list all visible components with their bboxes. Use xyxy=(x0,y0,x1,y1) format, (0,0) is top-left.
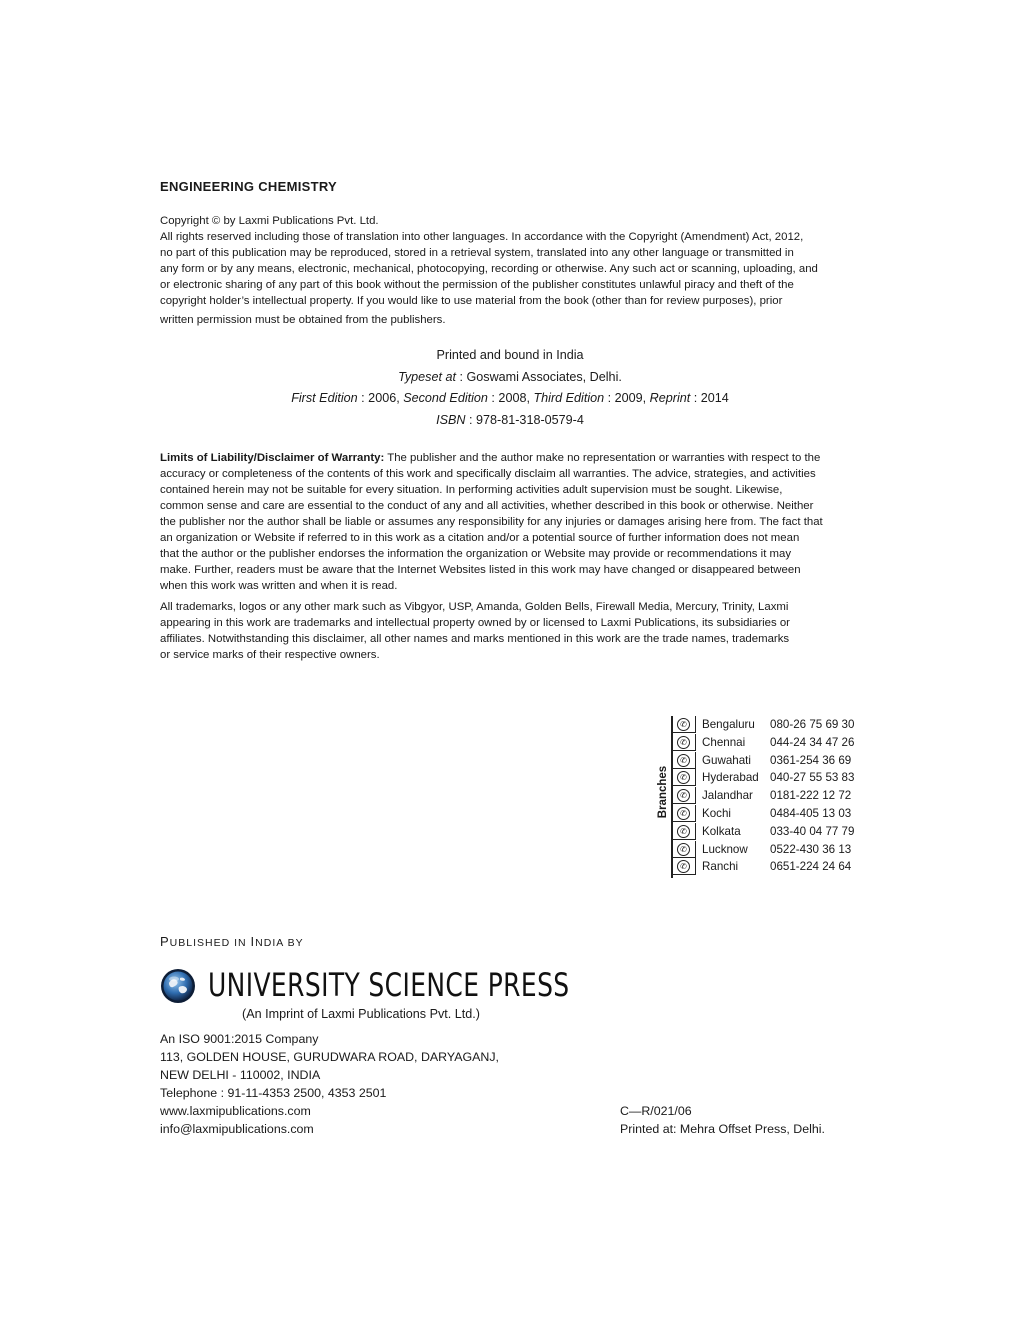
branch-phone: 033-40 04 77 79 xyxy=(770,824,855,838)
disclaimer-line: accuracy or completeness of the contents of this work and specifically disclaim all warranties. The advice, strategies, and activities xyxy=(160,468,816,480)
disclaimer-line: common sense and care are essential to the conduct of any and all activities, whether described in this book or otherwise. Neither xyxy=(160,500,814,512)
phone-icon-box xyxy=(672,841,696,858)
branch-row xyxy=(672,841,872,859)
branch-phone: 0361-254 36 69 xyxy=(770,753,852,767)
phone-icon-box xyxy=(672,769,696,786)
branch-phone: 080-26 75 69 30 xyxy=(770,718,855,731)
india-rest: NDIA BY xyxy=(255,937,304,949)
branches-label: Branches xyxy=(657,765,669,819)
branch-city: Bengaluru xyxy=(702,718,755,731)
first-edition-value: : 2006, xyxy=(357,391,404,405)
trademarks-line: appearing in this work are trademarks and intellectual property owned by or licensed to Laxmi Publications, its subsidiaries or xyxy=(160,617,790,629)
branch-city: Ranchi xyxy=(702,860,739,874)
disclaimer-line: The publisher and the author make no representation or warranties with respect to the xyxy=(384,452,821,464)
disclaimer-line: an organization or Website if referred to in this work as a citation and/or a potential source of further information does not mean xyxy=(160,532,800,544)
published-initial: P xyxy=(160,934,170,949)
branch-row xyxy=(672,787,872,805)
typeset-value: : Goswami Associates, Delhi. xyxy=(455,370,622,384)
disclaimer-line: the publisher nor the author shall be liable or assumes any responsibility for any injuries or damages arising here from. The fact that xyxy=(160,516,823,528)
third-edition-value: : 2009, xyxy=(604,391,650,405)
disclaimer-line: make. Further, readers must be aware that the Internet Websites listed in this work may have changed or disappeared between xyxy=(160,564,801,576)
rights-line: or electronic sharing of any part of this book without the permission of the publisher constitutes unlawful piracy and theft of the xyxy=(160,279,794,291)
phone-icon: ✆ xyxy=(677,860,690,873)
branch-row xyxy=(672,769,872,787)
branch-phone: 0651-224 24 64 xyxy=(770,860,852,874)
disclaimer-line: when this work was written and when it is read. xyxy=(160,580,398,592)
branch-row xyxy=(672,734,872,752)
branch-row xyxy=(672,805,872,823)
branch-row xyxy=(672,858,872,876)
phone-icon-box xyxy=(672,858,696,875)
branch-city: Guwahati xyxy=(702,753,751,767)
phone-icon: ✆ xyxy=(677,718,690,731)
reprint-value: : 2014 xyxy=(690,391,729,405)
printed-at: Printed at: Mehra Offset Press, Delhi. xyxy=(620,1122,825,1136)
branch-phone: 040-27 55 53 83 xyxy=(770,771,855,785)
phone-icon-box xyxy=(672,805,696,822)
phone-icon: ✆ xyxy=(677,843,690,856)
branch-phone: 0181-222 12 72 xyxy=(770,789,852,803)
publisher-address xyxy=(160,1030,499,1138)
branch-city: Chennai xyxy=(702,735,746,749)
email-link[interactable]: info@laxmipublications.com xyxy=(160,1122,314,1136)
phone-icon: ✆ xyxy=(677,789,690,802)
branch-city: Kochi xyxy=(702,807,732,820)
globe-logo-icon xyxy=(160,968,196,1004)
address-line: NEW DELHI - 110002, INDIA xyxy=(160,1068,321,1082)
branch-phone: 0484-405 13 03 xyxy=(770,807,852,820)
typeset-label: Typeset at xyxy=(398,370,456,384)
phone-icon: ✆ xyxy=(677,736,690,749)
phone-icon: ✆ xyxy=(677,825,690,838)
branch-phone: 0522-430 36 13 xyxy=(770,842,852,856)
publisher-imprint: (An Imprint of Laxmi Publications Pvt. Ltd.) xyxy=(242,1007,480,1021)
phone-icon-box xyxy=(672,823,696,840)
globe-logo-svg xyxy=(160,968,196,1004)
second-edition-value: : 2008, xyxy=(487,391,534,405)
first-edition-label: First Edition xyxy=(291,391,358,405)
branch-city: Jalandhar xyxy=(702,789,753,803)
printed-bound-line: Printed and bound in India xyxy=(436,348,584,362)
disclaimer-line: contained herein may not be suitable for every situation. In performing activities adult supervision must be sought. Likewise, xyxy=(160,484,783,496)
disclaimer-line: that the author or the publisher endorses the information the organization or Website may provide or recommendations it may xyxy=(160,548,792,560)
rights-line: any form or by any means, electronic, mechanical, photocopying, recording or otherwise. Any such act or scanning, uploading, and xyxy=(160,263,818,275)
phone-icon-box xyxy=(672,734,696,751)
india-initial: I xyxy=(250,934,256,949)
phone-icon: ✆ xyxy=(677,754,690,767)
branch-row xyxy=(672,752,872,770)
isbn-value: : 978-81-318-0579-4 xyxy=(465,413,584,427)
phone-icon-box xyxy=(672,716,696,733)
branch-row xyxy=(672,823,872,841)
trademarks-line: or service marks of their respective owners. xyxy=(160,649,380,661)
print-code-block xyxy=(620,1102,825,1138)
trademarks-line: All trademarks, logos or any other mark such as Vibgyor, USP, Amanda, Golden Bells, Firewall Media, Mercury, Trinity, Laxmi xyxy=(160,601,789,613)
rights-line: no part of this publication may be reproduced, stored in a retrieval system, translated into any other language or transmitted in xyxy=(160,247,794,259)
trademarks-line: affiliates. Notwithstanding this disclaimer, all other names and marks mentioned in this work are the trade names, trademarks xyxy=(160,633,790,645)
published-rest: UBLISHED IN xyxy=(169,937,251,949)
rights-line: copyright holder’s intellectual property. If you would like to use material from the book (other than for review purposes), prior xyxy=(160,295,783,307)
address-line: 113, GOLDEN HOUSE, GURUDWARA ROAD, DARYAGANJ, xyxy=(160,1050,499,1064)
second-edition-label: Second Edition xyxy=(403,391,488,405)
branches-list xyxy=(656,716,866,878)
copyright-block xyxy=(160,213,860,328)
publisher-name: UNIVERSITY SCIENCE PRESS xyxy=(208,966,570,1004)
branch-row xyxy=(672,716,872,734)
iso-line: An ISO 9001:2015 Company xyxy=(160,1032,319,1046)
website-link[interactable]: www.laxmipublications.com xyxy=(160,1104,311,1118)
book-title: ENGINEERING CHEMISTRY xyxy=(160,179,338,194)
edition-line xyxy=(160,391,860,405)
branch-city: Lucknow xyxy=(702,842,748,856)
branch-phone: 044-24 34 47 26 xyxy=(770,735,855,749)
phone-icon: ✆ xyxy=(677,807,690,820)
isbn-line xyxy=(160,413,860,427)
phone-icon: ✆ xyxy=(677,771,690,784)
reprint-label: Reprint xyxy=(649,391,691,405)
disclaimer-block xyxy=(160,450,860,594)
typeset-line xyxy=(160,370,860,384)
trademarks-block xyxy=(160,599,860,663)
phone-icon-box xyxy=(672,787,696,804)
published-in-india-by xyxy=(160,934,304,949)
telephone-line: Telephone : 91-11-4353 2500, 4353 2501 xyxy=(160,1086,387,1100)
phone-icon-box xyxy=(672,752,696,769)
copyright-line: Copyright © by Laxmi Publications Pvt. Ltd. xyxy=(160,215,379,227)
branch-city: Kolkata xyxy=(702,824,741,838)
isbn-label: ISBN xyxy=(436,413,466,427)
disclaimer-heading: Limits of Liability/Disclaimer of Warranty: xyxy=(160,452,385,464)
rights-line: written permission must be obtained from the publishers. xyxy=(160,314,446,326)
catalog-code: C—R/021/06 xyxy=(620,1104,692,1118)
third-edition-label: Third Edition xyxy=(533,391,605,405)
rights-line: All rights reserved including those of translation into other languages. In accordance with the Copyright (Amendment) Act, 2012, xyxy=(160,231,804,243)
branch-city: Hyderabad xyxy=(702,771,759,785)
